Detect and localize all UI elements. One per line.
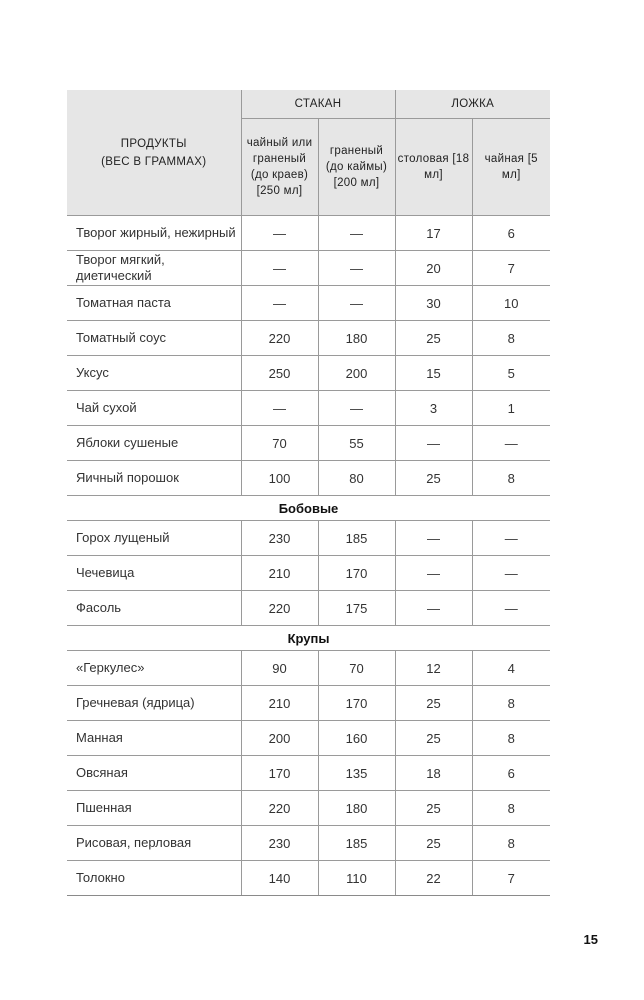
teaspoon-cell: — bbox=[472, 521, 550, 556]
tea-glass-cell: 210 bbox=[241, 686, 318, 721]
product-name-cell: Пшенная bbox=[67, 791, 241, 826]
teaspoon-cell: 6 bbox=[472, 756, 550, 791]
faceted-glass-cell: 180 bbox=[318, 791, 395, 826]
tea-glass-cell: 220 bbox=[241, 591, 318, 626]
faceted-glass-cell: 200 bbox=[318, 356, 395, 391]
teaspoon-cell: 7 bbox=[472, 861, 550, 896]
product-name-cell: Яичный порошок bbox=[67, 461, 241, 496]
header-group-spoon: ЛОЖКА bbox=[395, 90, 550, 119]
product-name-cell: Гречневая (ядрица) bbox=[67, 686, 241, 721]
faceted-glass-cell: 55 bbox=[318, 426, 395, 461]
tablespoon-cell: 17 bbox=[395, 216, 472, 251]
tablespoon-cell: 25 bbox=[395, 791, 472, 826]
measures-table bbox=[67, 90, 550, 896]
table-body bbox=[67, 216, 550, 896]
tablespoon-cell: 25 bbox=[395, 686, 472, 721]
tablespoon-cell: 15 bbox=[395, 356, 472, 391]
faceted-glass-cell: 170 bbox=[318, 686, 395, 721]
table-row bbox=[67, 791, 550, 826]
table-row bbox=[67, 356, 550, 391]
product-name-cell: Фасоль bbox=[67, 591, 241, 626]
teaspoon-cell: 6 bbox=[472, 216, 550, 251]
tea-glass-cell: 70 bbox=[241, 426, 318, 461]
product-name-cell: Рисовая, перловая bbox=[67, 826, 241, 861]
tea-glass-cell: — bbox=[241, 286, 318, 321]
tablespoon-cell: 3 bbox=[395, 391, 472, 426]
product-name-cell: Творог мягкий, диетический bbox=[67, 251, 241, 286]
product-name-cell: Манная bbox=[67, 721, 241, 756]
header-products: ПРОДУКТЫ (ВЕС В ГРАММАХ) bbox=[67, 90, 241, 216]
faceted-glass-cell: 160 bbox=[318, 721, 395, 756]
tea-glass-cell: 140 bbox=[241, 861, 318, 896]
product-name-cell: Чай сухой bbox=[67, 391, 241, 426]
teaspoon-cell: 8 bbox=[472, 826, 550, 861]
faceted-glass-cell: 70 bbox=[318, 651, 395, 686]
table-row bbox=[67, 251, 550, 286]
product-name-cell: Томатная паста bbox=[67, 286, 241, 321]
table-row bbox=[67, 651, 550, 686]
faceted-glass-cell: — bbox=[318, 216, 395, 251]
faceted-glass-cell: — bbox=[318, 391, 395, 426]
product-name-cell: Томатный соус bbox=[67, 321, 241, 356]
tablespoon-cell: 20 bbox=[395, 251, 472, 286]
product-name-cell: Овсяная bbox=[67, 756, 241, 791]
tablespoon-cell: — bbox=[395, 426, 472, 461]
faceted-glass-cell: 175 bbox=[318, 591, 395, 626]
table-row bbox=[67, 591, 550, 626]
teaspoon-cell: 1 bbox=[472, 391, 550, 426]
table-row bbox=[67, 721, 550, 756]
tea-glass-cell: — bbox=[241, 216, 318, 251]
product-name-cell: Толокно bbox=[67, 861, 241, 896]
tablespoon-cell: 25 bbox=[395, 321, 472, 356]
faceted-glass-cell: 170 bbox=[318, 556, 395, 591]
table-row bbox=[67, 521, 550, 556]
teaspoon-cell: 8 bbox=[472, 461, 550, 496]
faceted-glass-cell: 135 bbox=[318, 756, 395, 791]
teaspoon-cell: 8 bbox=[472, 321, 550, 356]
tablespoon-cell: — bbox=[395, 591, 472, 626]
tea-glass-cell: 100 bbox=[241, 461, 318, 496]
tablespoon-cell: 30 bbox=[395, 286, 472, 321]
tea-glass-cell: 230 bbox=[241, 826, 318, 861]
teaspoon-cell: 8 bbox=[472, 721, 550, 756]
faceted-glass-cell: — bbox=[318, 286, 395, 321]
section-row bbox=[67, 626, 550, 651]
product-name-cell: «Геркулес» bbox=[67, 651, 241, 686]
faceted-glass-cell: — bbox=[318, 251, 395, 286]
teaspoon-cell: 8 bbox=[472, 686, 550, 721]
section-row bbox=[67, 496, 550, 521]
table-row bbox=[67, 686, 550, 721]
tablespoon-cell: 18 bbox=[395, 756, 472, 791]
header-faceted-glass: граненый (до каймы) [200 мл] bbox=[318, 119, 395, 216]
teaspoon-cell: 5 bbox=[472, 356, 550, 391]
tea-glass-cell: 90 bbox=[241, 651, 318, 686]
faceted-glass-cell: 110 bbox=[318, 861, 395, 896]
teaspoon-cell: 7 bbox=[472, 251, 550, 286]
table-row bbox=[67, 286, 550, 321]
tea-glass-cell: 200 bbox=[241, 721, 318, 756]
tablespoon-cell: 12 bbox=[395, 651, 472, 686]
table-row bbox=[67, 826, 550, 861]
tablespoon-cell: 25 bbox=[395, 461, 472, 496]
section-title: Крупы bbox=[67, 626, 550, 651]
header-tablespoon: столовая [18 мл] bbox=[395, 119, 472, 216]
product-name-cell: Чечевица bbox=[67, 556, 241, 591]
teaspoon-cell: 10 bbox=[472, 286, 550, 321]
teaspoon-cell: 8 bbox=[472, 791, 550, 826]
table-row bbox=[67, 556, 550, 591]
table-row bbox=[67, 321, 550, 356]
header-group-glass: СТАКАН bbox=[241, 90, 395, 119]
product-name-cell: Уксус bbox=[67, 356, 241, 391]
teaspoon-cell: — bbox=[472, 426, 550, 461]
section-title: Бобовые bbox=[67, 496, 550, 521]
tea-glass-cell: — bbox=[241, 391, 318, 426]
tea-glass-cell: 230 bbox=[241, 521, 318, 556]
page-number: 15 bbox=[583, 932, 598, 947]
tea-glass-cell: 250 bbox=[241, 356, 318, 391]
tea-glass-cell: 220 bbox=[241, 321, 318, 356]
tea-glass-cell: 220 bbox=[241, 791, 318, 826]
table-row bbox=[67, 391, 550, 426]
table-row bbox=[67, 461, 550, 496]
tablespoon-cell: 25 bbox=[395, 721, 472, 756]
table-row bbox=[67, 756, 550, 791]
product-name-cell: Горох лущеный bbox=[67, 521, 241, 556]
product-name-cell: Творог жирный, нежирный bbox=[67, 216, 241, 251]
tea-glass-cell: 210 bbox=[241, 556, 318, 591]
tablespoon-cell: — bbox=[395, 556, 472, 591]
faceted-glass-cell: 185 bbox=[318, 521, 395, 556]
tablespoon-cell: — bbox=[395, 521, 472, 556]
header-teaspoon: чайная [5 мл] bbox=[472, 119, 550, 216]
table-row bbox=[67, 861, 550, 896]
table-header bbox=[67, 90, 550, 216]
faceted-glass-cell: 180 bbox=[318, 321, 395, 356]
product-name-cell: Яблоки сушеные bbox=[67, 426, 241, 461]
tablespoon-cell: 22 bbox=[395, 861, 472, 896]
header-tea-glass: чайный или граненый (до краев) [250 мл] bbox=[241, 119, 318, 216]
tablespoon-cell: 25 bbox=[395, 826, 472, 861]
teaspoon-cell: — bbox=[472, 591, 550, 626]
tea-glass-cell: 170 bbox=[241, 756, 318, 791]
faceted-glass-cell: 185 bbox=[318, 826, 395, 861]
teaspoon-cell: — bbox=[472, 556, 550, 591]
table-row bbox=[67, 426, 550, 461]
table-row bbox=[67, 216, 550, 251]
teaspoon-cell: 4 bbox=[472, 651, 550, 686]
tea-glass-cell: — bbox=[241, 251, 318, 286]
faceted-glass-cell: 80 bbox=[318, 461, 395, 496]
